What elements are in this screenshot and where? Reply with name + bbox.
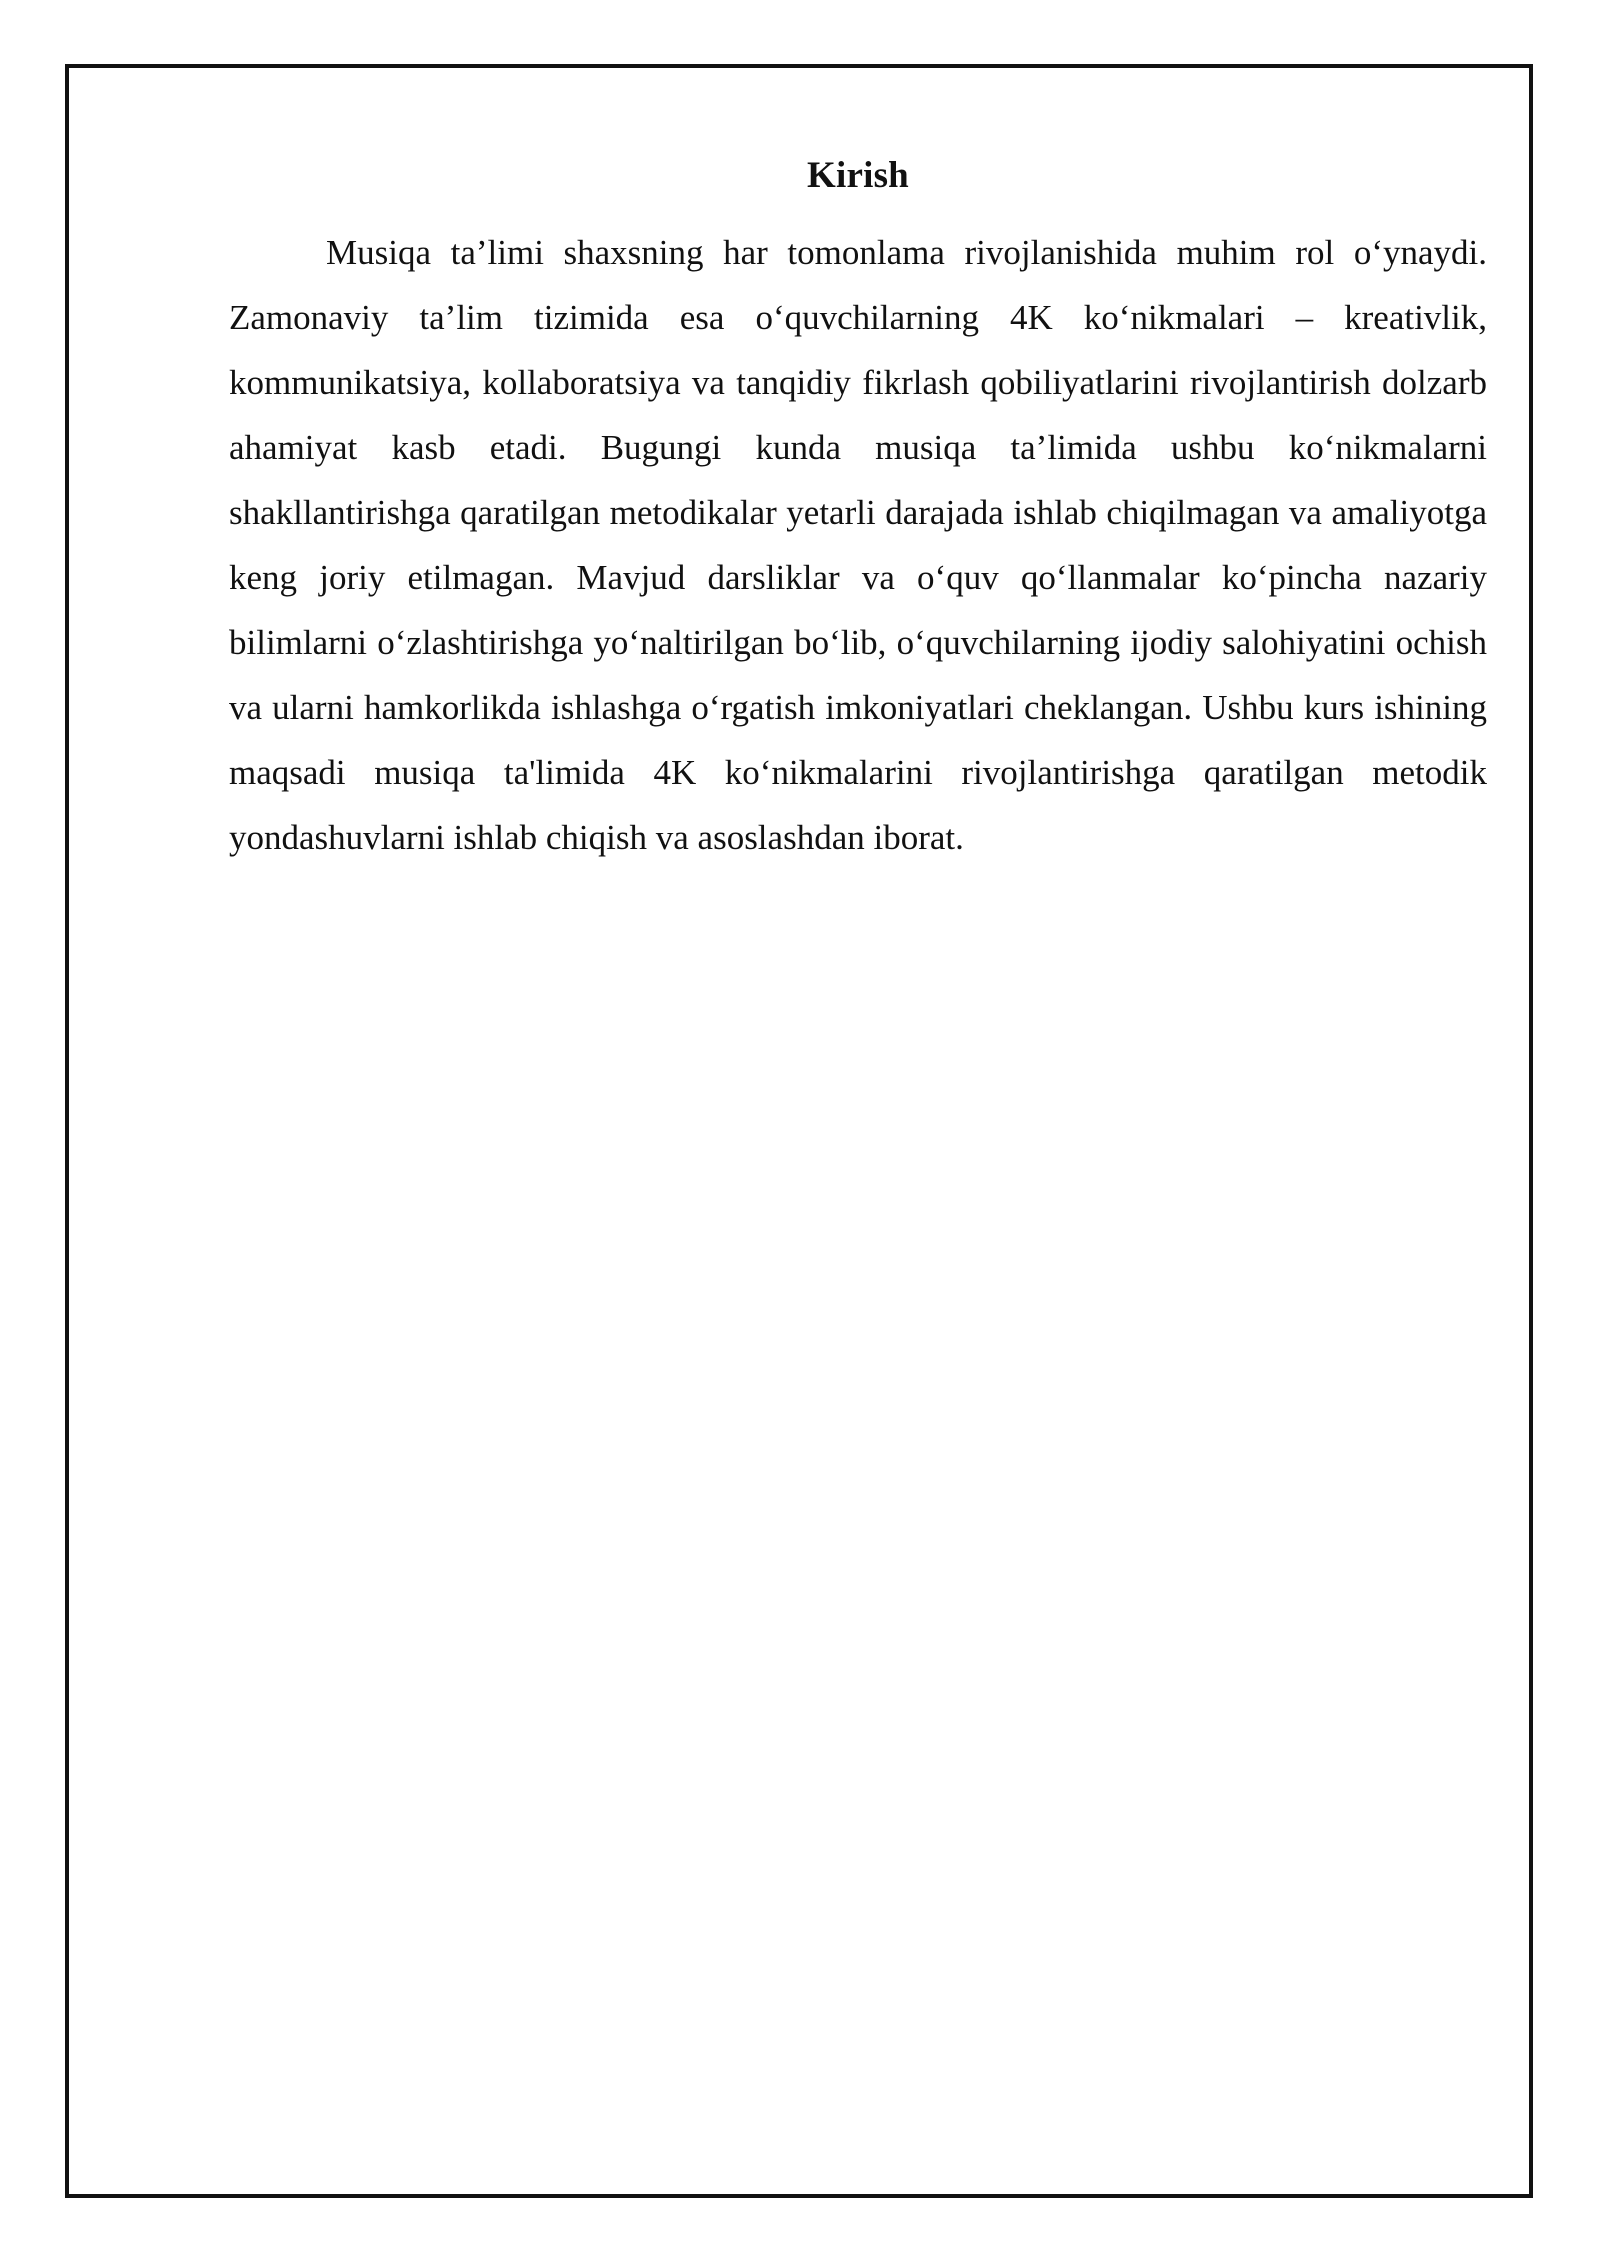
introduction-paragraph: Musiqa ta’limi shaxsning har tomonlama rivojlanishida muhim rol o‘ynaydi. Zamonaviy ta’lim tizimida esa o‘quvchilarning 4K ko‘nikmalari – kreativlik, kommunikatsiya, kollaboratsiya va tanqidiy fikrlash qobiliyatlarini rivojlantirish dolzarb ahamiyat kasb etadi. Bugungi kunda musiqa ta’limida ushbu ko‘nikmalarni shakllantirishga qaratilgan metodikalar yetarli darajada ishlab chiqilmagan va amaliyotga keng joriy etilmagan. Mavjud darsliklar va o‘quv qo‘llanmalar ko‘pincha nazariy bilimlarni o‘zlashtirishga yo‘naltirilgan bo‘lib, o‘quvchilarning ijodiy salohiyatini ochish va ularni hamkorlikda ishlashga o‘rgatish imkoniyatlari cheklangan. Ushbu kurs ishining maqsadi musiqa ta'limida 4K ko‘nikmalarini rivojlantirishga qaratilgan metodik yondashuvlarni ishlab chiqish va asoslashdan iborat.: [229, 233, 1487, 857]
section-title: Kirish: [807, 155, 909, 196]
document-body: [229, 152, 1487, 870]
